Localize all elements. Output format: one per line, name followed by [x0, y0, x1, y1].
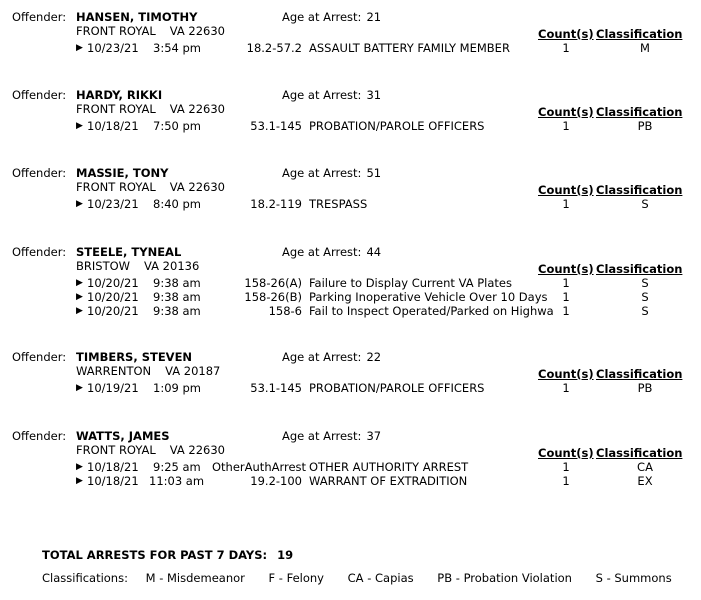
- classification-header: Classification: [596, 27, 683, 41]
- counts-header: Count(s): [538, 367, 594, 381]
- charge-row: [0, 276, 701, 290]
- legend-item: PB - Probation Violation: [437, 571, 572, 585]
- charge-row: [0, 197, 701, 211]
- charge-time: 9:25 am: [153, 460, 201, 474]
- offender-record: [0, 245, 701, 318]
- counts-header: Count(s): [538, 262, 594, 276]
- charge-statute: OtherAuthArrest: [212, 460, 307, 474]
- legend-item: CA - Capias: [347, 571, 414, 585]
- legend-item: F - Felony: [268, 571, 324, 585]
- age-label: Age at Arrest:: [282, 166, 362, 180]
- charge-date: 10/18/21: [87, 474, 139, 488]
- age-value: 21: [366, 10, 382, 24]
- age-at-arrest: [282, 245, 381, 259]
- offender-name: STEELE, TYNEAL: [76, 245, 182, 259]
- charge-classification: S: [641, 304, 649, 318]
- counts-header: Count(s): [538, 183, 594, 197]
- charge-time: 1:09 pm: [153, 381, 201, 395]
- counts-header: Count(s): [538, 446, 594, 460]
- classification-header: Classification: [596, 367, 683, 381]
- charge-count: 1: [562, 474, 570, 488]
- charge-row: [0, 460, 701, 474]
- charge-date: 10/19/21: [87, 381, 139, 395]
- charge-time: 8:40 pm: [153, 197, 201, 211]
- charge-statute: 18.2-119: [250, 197, 302, 211]
- charge-row: [0, 304, 701, 318]
- age-label: Age at Arrest:: [282, 429, 362, 443]
- charge-row: [0, 119, 701, 133]
- charge-time: 7:50 pm: [153, 119, 201, 133]
- charge-count: 1: [562, 460, 570, 474]
- charge-classification: CA: [637, 460, 653, 474]
- offender-record: [0, 10, 701, 80]
- charge-date: 10/20/21: [87, 290, 139, 304]
- row-arrow-icon: ▶: [76, 121, 83, 131]
- total-value: 19: [277, 548, 294, 562]
- classification-header: Classification: [596, 262, 683, 276]
- offender-address: [76, 443, 225, 457]
- offender-label: Offender:: [12, 10, 67, 24]
- state-zip: VA 22630: [169, 24, 226, 38]
- charge-description: OTHER AUTHORITY ARREST: [309, 460, 469, 474]
- city: BRISTOW: [76, 259, 131, 273]
- charge-row: [0, 290, 701, 304]
- age-value: 37: [366, 429, 382, 443]
- charge-count: 1: [562, 304, 570, 318]
- charge-count: 1: [562, 197, 570, 211]
- state-zip: VA 22630: [169, 180, 226, 194]
- state-zip: VA 20136: [144, 259, 200, 273]
- age-label: Age at Arrest:: [282, 245, 362, 259]
- charge-classification: S: [641, 290, 649, 304]
- charge-classification: EX: [637, 474, 653, 488]
- legend-item: M - Misdemeanor: [145, 571, 245, 585]
- row-arrow-icon: ▶: [76, 476, 83, 486]
- legend-label: Classifications:: [42, 571, 128, 585]
- counts-header: Count(s): [538, 105, 594, 119]
- row-arrow-icon: ▶: [76, 383, 83, 393]
- legend-item: S - Summons: [595, 571, 672, 585]
- classification-header: Classification: [596, 446, 683, 460]
- charge-date: 10/20/21: [87, 304, 139, 318]
- age-value: 44: [366, 245, 382, 259]
- charge-statute: 158-6: [268, 304, 302, 318]
- charge-description: ASSAULT BATTERY FAMILY MEMBER: [309, 41, 510, 55]
- charge-date: 10/18/21: [87, 460, 139, 474]
- total-label: TOTAL ARRESTS FOR PAST 7 DAYS:: [42, 548, 268, 562]
- offender-record: [0, 166, 701, 236]
- charge-date: 10/18/21: [87, 119, 139, 133]
- charge-date: 10/23/21: [87, 41, 139, 55]
- city: FRONT ROYAL: [76, 443, 156, 457]
- offender-address: [76, 364, 220, 378]
- row-arrow-icon: ▶: [76, 43, 83, 53]
- offender-name: WATTS, JAMES: [76, 429, 170, 443]
- charge-description: Parking Inoperative Vehicle Over 10 Days: [309, 290, 548, 304]
- charge-description: Fail to Inspect Operated/Parked on Highwa: [309, 304, 554, 318]
- charge-classification: S: [641, 276, 649, 290]
- row-arrow-icon: ▶: [76, 306, 83, 316]
- classification-header: Classification: [596, 105, 683, 119]
- age-value: 51: [366, 166, 382, 180]
- charge-statute: 53.1-145: [250, 381, 302, 395]
- charge-description: PROBATION/PAROLE OFFICERS: [309, 381, 485, 395]
- charge-time: 11:03 am: [149, 474, 205, 488]
- charge-classification: S: [641, 197, 649, 211]
- age-value: 31: [366, 88, 382, 102]
- charge-time: 9:38 am: [153, 276, 201, 290]
- offender-label: Offender:: [12, 245, 67, 259]
- charge-row: [0, 381, 701, 395]
- age-at-arrest: [282, 88, 381, 102]
- offender-address: [76, 259, 199, 273]
- charge-count: 1: [562, 290, 570, 304]
- row-arrow-icon: ▶: [76, 278, 83, 288]
- age-label: Age at Arrest:: [282, 350, 362, 364]
- charge-count: 1: [562, 41, 570, 55]
- offender-name: HARDY, RIKKI: [76, 88, 163, 102]
- charge-classification: PB: [637, 119, 653, 133]
- offender-record: [0, 88, 701, 158]
- charge-statute: 53.1-145: [250, 119, 302, 133]
- offender-label: Offender:: [12, 88, 67, 102]
- offender-name: HANSEN, TIMOTHY: [76, 10, 198, 24]
- charge-count: 1: [562, 276, 570, 290]
- total-arrests: [42, 548, 293, 562]
- offender-address: [76, 24, 225, 38]
- charge-statute: 158-26(B): [244, 290, 302, 304]
- charge-description: PROBATION/PAROLE OFFICERS: [309, 119, 485, 133]
- age-at-arrest: [282, 10, 381, 24]
- counts-header: Count(s): [538, 27, 594, 41]
- offender-name: MASSIE, TONY: [76, 166, 169, 180]
- row-arrow-icon: ▶: [76, 462, 83, 472]
- offender-address: [76, 180, 225, 194]
- offender-address: [76, 102, 225, 116]
- charge-statute: 158-26(A): [244, 276, 302, 290]
- age-at-arrest: [282, 166, 381, 180]
- city: FRONT ROYAL: [76, 102, 156, 116]
- charge-time: 9:38 am: [153, 304, 201, 318]
- age-label: Age at Arrest:: [282, 10, 362, 24]
- charge-classification: M: [640, 41, 650, 55]
- charge-count: 1: [562, 119, 570, 133]
- offender-label: Offender:: [12, 350, 67, 364]
- age-label: Age at Arrest:: [282, 88, 362, 102]
- charge-count: 1: [562, 381, 570, 395]
- offender-name: TIMBERS, STEVEN: [76, 350, 193, 364]
- row-arrow-icon: ▶: [76, 292, 83, 302]
- offender-label: Offender:: [12, 429, 67, 443]
- charge-time: 9:38 am: [153, 290, 201, 304]
- charge-date: 10/20/21: [87, 276, 139, 290]
- state-zip: VA 22630: [169, 102, 226, 116]
- charge-row: [0, 474, 701, 488]
- offender-record: [0, 350, 701, 420]
- classification-header: Classification: [596, 183, 683, 197]
- city: WARRENTON: [76, 364, 152, 378]
- classification-legend: [42, 571, 672, 585]
- charge-date: 10/23/21: [87, 197, 139, 211]
- charge-statute: 19.2-100: [250, 474, 302, 488]
- state-zip: VA 20187: [165, 364, 221, 378]
- offender-record: [0, 429, 701, 499]
- charge-row: [0, 41, 701, 55]
- charge-description: WARRANT OF EXTRADITION: [309, 474, 468, 488]
- age-at-arrest: [282, 350, 381, 364]
- city: FRONT ROYAL: [76, 24, 156, 38]
- charge-classification: PB: [637, 381, 653, 395]
- age-value: 22: [366, 350, 382, 364]
- charge-description: TRESPASS: [309, 197, 368, 211]
- charge-time: 3:54 pm: [153, 41, 201, 55]
- offender-label: Offender:: [12, 166, 67, 180]
- city: FRONT ROYAL: [76, 180, 156, 194]
- state-zip: VA 22630: [169, 443, 226, 457]
- age-at-arrest: [282, 429, 381, 443]
- row-arrow-icon: ▶: [76, 199, 83, 209]
- charge-statute: 18.2-57.2: [246, 41, 302, 55]
- charge-description: Failure to Display Current VA Plates: [309, 276, 512, 290]
